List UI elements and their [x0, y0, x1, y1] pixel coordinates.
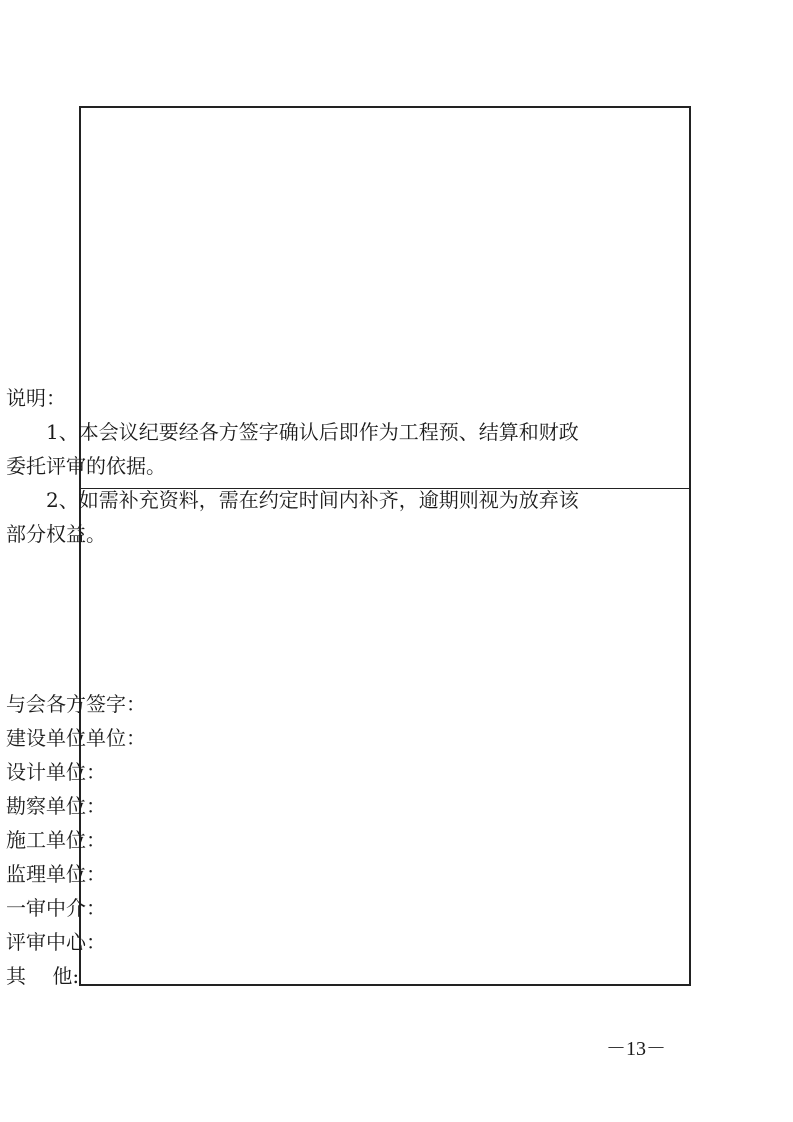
note-item-2-line-2: 部分权益。: [6, 522, 106, 546]
note-item-1-line-2: 委托评审的依据。: [6, 454, 166, 478]
page-number: －13－: [606, 1038, 666, 1060]
signature-heading: 与会各方签字：: [6, 692, 146, 716]
notes-section: [6, 381, 604, 551]
signature-section: [6, 687, 604, 993]
signature-row-survey-unit: 勘察单位：: [6, 794, 106, 818]
notes-heading: 说明：: [6, 386, 66, 410]
signature-row-design-unit: 设计单位：: [6, 760, 106, 784]
signature-row-review-center: 评审中心：: [6, 930, 106, 954]
signature-row-construction-unit: 建设单位单位：: [6, 726, 146, 750]
signature-row-other: 其 他:: [6, 964, 80, 988]
signature-row-contractor-unit: 施工单位：: [6, 828, 106, 852]
signature-row-first-review-agency: 一审中介：: [6, 896, 106, 920]
note-item-1-line-1: 1、本会议纪要经各方签字确认后即作为工程预、结算和财政: [46, 420, 579, 444]
signature-row-supervision-unit: 监理单位：: [6, 862, 106, 886]
note-item-2-line-1: 2、如需补充资料，需在约定时间内补齐，逾期则视为放弃该: [46, 488, 579, 512]
